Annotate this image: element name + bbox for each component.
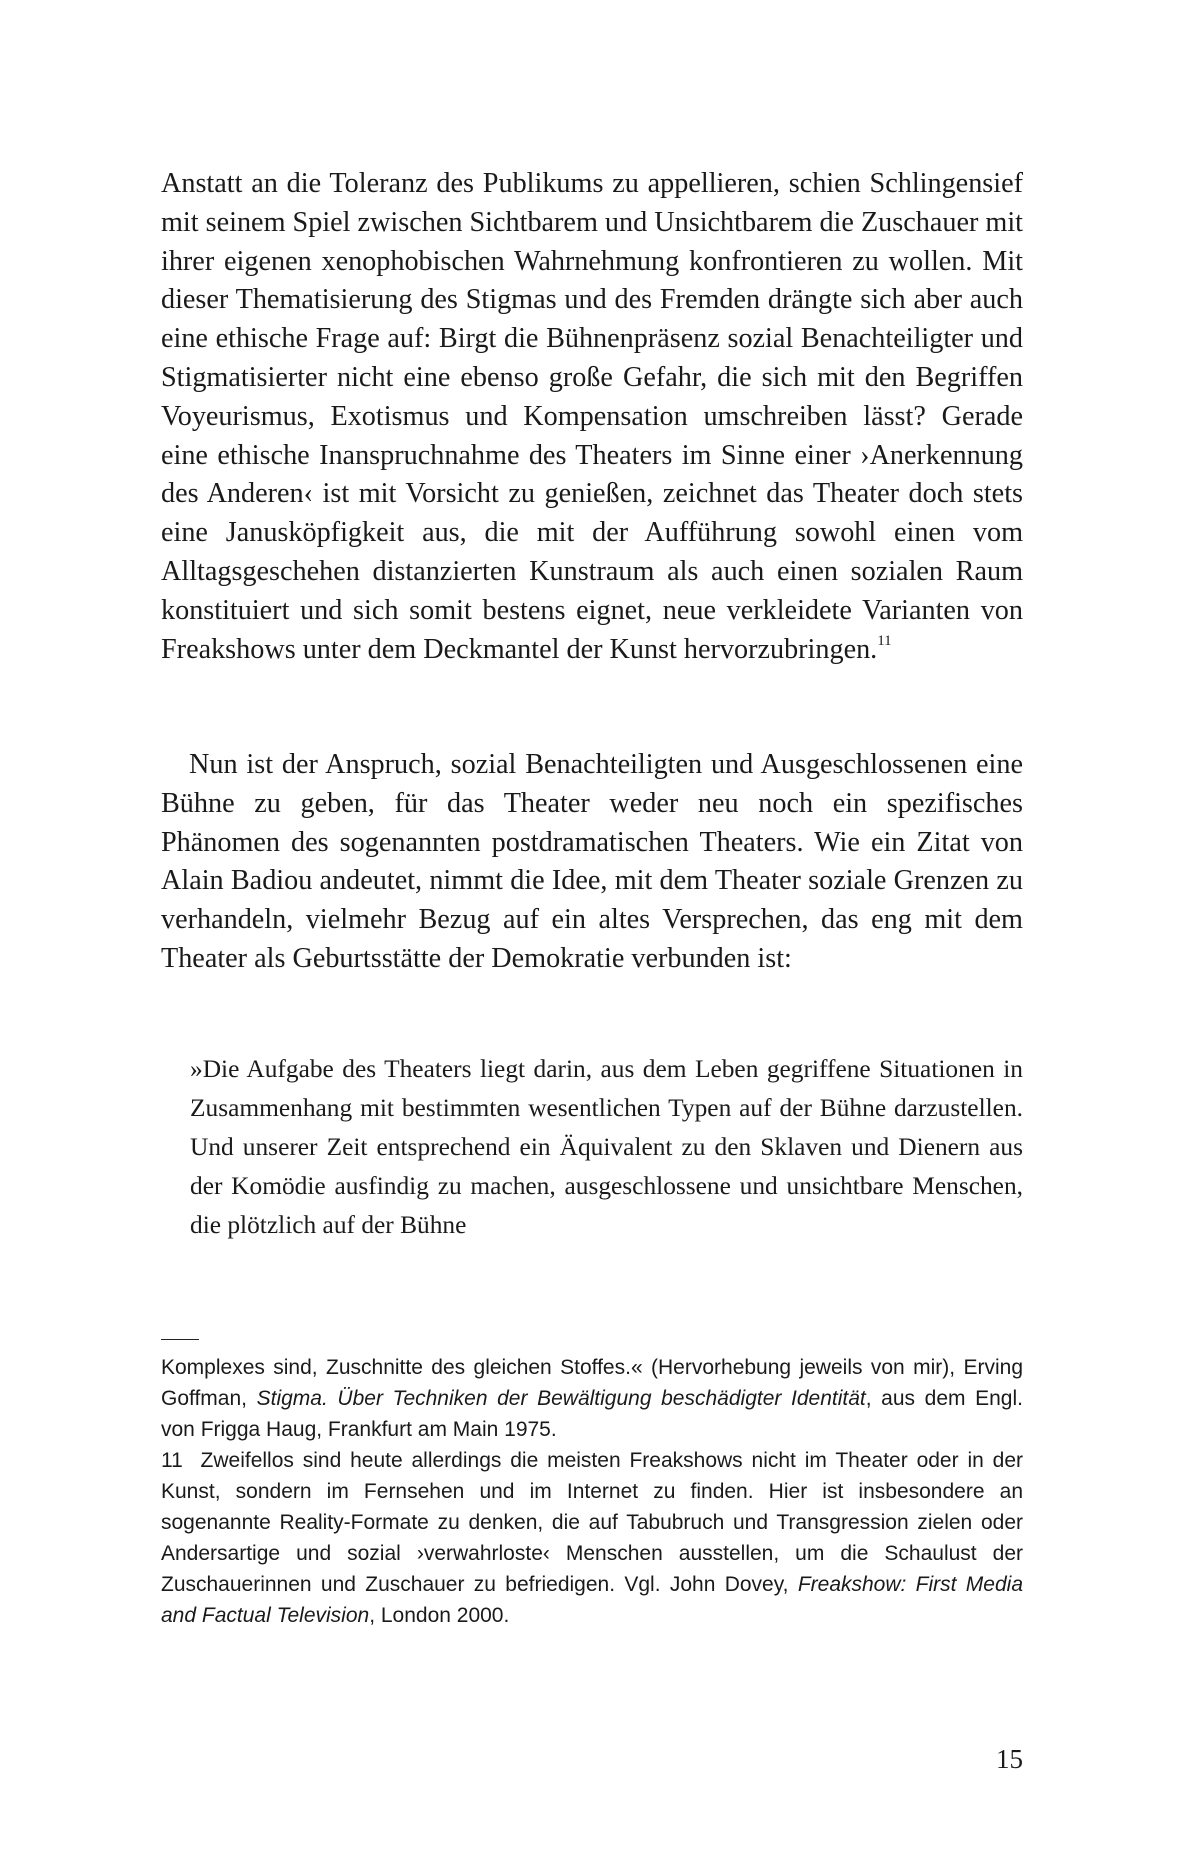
footnote-continuation-text-end: , aus dem Engl. von Frigga Haug, Frankfurt am Main 1975. (161, 1387, 1023, 1441)
paragraph-2-text: Nun ist der Anspruch, sozial Benachteiligten und Ausgeschlossenen eine Bühne zu geben, für das Theater weder neu noch ein spezifisches Phänomen des sogenannten postdramatischen Theaters. Wie ein Zitat von Alain Badiou andeutet, nimmt die Idee, mit dem Theater soziale Grenzen zu verhandeln, vielmehr Bezug auf ein altes Versprechen, das eng mit dem Theater als Geburtsstätte der Demokratie verbunden ist: (161, 749, 1023, 974)
body-paragraph-2 (161, 746, 1023, 979)
block-quote: »Die Aufgabe des Theaters liegt darin, aus dem Leben gegriffene Situationen in Zusammenhang mit bestimmten wesentlichen Typen auf der Bühne darzustellen. Und unserer Zeit entsprechend ein Äquivalent zu den Sklaven und Dienern aus der Komödie ausfindig zu machen, ausgeschlossene und unsichtbare Menschen, die plötzlich auf der Bühne (190, 1055, 1023, 1239)
footnote-book-title: Stigma. Über Techniken der Bewältigung beschädigter Identität (256, 1387, 866, 1410)
footnote-separator (161, 1339, 199, 1340)
footnote-continuation (161, 1352, 1023, 1445)
footnote-11-text: Zweifellos sind heute allerdings die meisten Freakshows nicht im Theater oder in der Kunst, sondern im Fernsehen und im Internet zu finden. Hier ist insbesondere an sogenannte Reality-Formate zu denken, die auf Tabubruch und Transgression zielen oder Andersartige und sozial ›verwahrloste‹ Menschen ausstellen, um die Schaulust der Zuschauerinnen und Zuschauer zu befriedigen. Vgl. John Dovey, (161, 1449, 1023, 1596)
footnote-11-book-title: Freakshow: First Media and Factual Television (161, 1573, 1023, 1627)
paragraph-1-text: Anstatt an die Toleranz des Publikums zu appellieren, schien Schlingensief mit seinem Spiel zwischen Sichtbarem und Unsichtbarem die Zuschauer mit ihrer eigenen xenophobischen Wahrnehmung konfrontieren zu wollen. Mit dieser Thematisierung des Stigmas und des Fremden drängte sich aber auch eine ethische Frage auf: Birgt die Bühnenpräsenz sozial Benachteiligter und Stigmatisierter nicht eine ebenso große Gefahr, die sich mit den Begriffen Voyeurismus, Exotismus und Kompensation umschreiben lässt? Gerade eine ethische Inanspruchnahme des Theaters im Sinne einer ›Anerkennung des Anderen‹ ist mit Vorsicht zu genießen, zeichnet das Theater doch stets eine Janusköpfigkeit aus, die mit der Aufführung sowohl einen vom Alltagsgeschehen distanzierten Kunstraum als auch einen sozialen Raum konstituiert und sich somit bestens eignet, neue verkleidete Varianten von Freakshows unter dem Deckmantel der Kunst hervorzubringen. (161, 168, 1023, 665)
footnotes (161, 1352, 1023, 1631)
footnote-11 (161, 1445, 1023, 1631)
footnote-reference-11: 11 (877, 632, 892, 649)
body-paragraph-1 (161, 165, 1023, 669)
page-number: 15 (996, 1744, 1023, 1774)
footnote-11-text-end: , London 2000. (369, 1604, 510, 1627)
footnote-11-number: 11 (161, 1449, 183, 1472)
footnote-continuation-text: Komplexes sind, Zuschnitte des gleichen Stoffes.« (Hervorhebung jeweils von mir), Erving Goffman, (161, 1356, 1023, 1410)
